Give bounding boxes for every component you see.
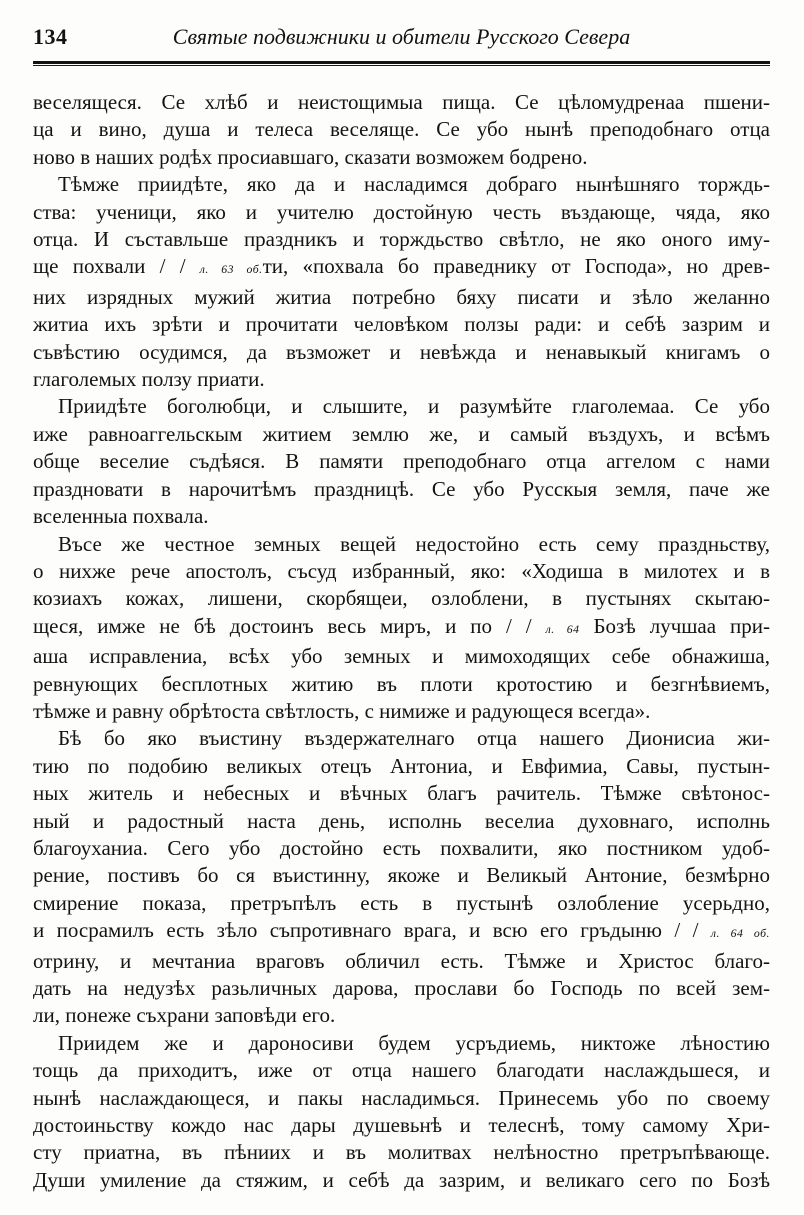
text-line	[33, 585, 770, 612]
paragraph	[33, 725, 770, 1029]
text-line	[33, 753, 770, 780]
text-segment: Приидѣте боголюбци, и слышите, и разумѣйте глаголемаа. Се убо	[58, 394, 770, 419]
text-segment: щеся, имже не бѣ достоинъ весь миръ, и по / /	[33, 613, 546, 638]
paragraph	[33, 531, 770, 726]
text-segment: ства: ученици, яко и учителю достойную честь въздающе, чяда, яко	[33, 199, 770, 224]
folio-marker: л. 63 об.	[199, 263, 263, 277]
text-line	[33, 890, 770, 917]
text-line	[33, 862, 770, 889]
text-segment: Бозѣ лучшаа при-	[579, 613, 770, 638]
text-line	[33, 393, 770, 420]
text-line	[33, 780, 770, 807]
paragraph	[33, 1030, 770, 1194]
text-line	[33, 808, 770, 835]
text-line	[33, 448, 770, 475]
text-segment: Въсе же честное земных вещей недостойно есть сему праздньству,	[58, 531, 770, 556]
text-segment: иже равноаггельскым житием землю же, и самый въздухъ, и всѣмъ	[33, 421, 770, 446]
text-line	[33, 643, 770, 670]
text-line	[33, 1085, 770, 1112]
text-segment: Души умиление да стяжим, и себѣ да зазрим, и великаго сего по Бозѣ	[33, 1167, 770, 1192]
paragraph	[33, 89, 770, 171]
text-line	[33, 503, 770, 530]
folio-marker: л. 64	[545, 622, 580, 636]
text-segment: нынѣ наслаждающеся, и пакы насладимься. Принесемь убо по своему	[33, 1085, 770, 1110]
text-line	[33, 284, 770, 311]
text-segment: глаголемых ползу приати.	[33, 367, 265, 392]
text-line	[33, 725, 770, 752]
text-segment: дать на недузѣх разьличных дарова, прослави бо Господь по всей зем-	[33, 976, 770, 1000]
text-segment: житиа ихъ зрѣти и прочитати человѣком ползы ради: и себѣ зазрим и	[33, 312, 770, 337]
text-segment: тию по подобию великых отецъ Антониа, и Евфимиа, Савы, пустын-	[33, 753, 770, 778]
text-segment: аша исправлениа, всѣх убо земных и мимоходящих себе обнажиша,	[33, 644, 770, 669]
text-line	[33, 476, 770, 503]
text-segment: ти, «похвала бо праведнику от Господа», но древ-	[262, 254, 770, 279]
running-title: Святые подвижники и обители Русского Севера	[172, 24, 631, 49]
text-line	[33, 558, 770, 585]
text-segment: ще похвали / /	[33, 254, 200, 279]
text-line	[33, 226, 770, 253]
text-line	[33, 1139, 770, 1166]
text-line	[33, 171, 770, 198]
text-segment: Тѣмже приидѣте, яко да и насладимся добраго нынѣшняго торждь-	[58, 172, 770, 197]
text-segment: достоиньству кождо нас дары душевьнѣ и телеснѣ, тому самому Хри-	[33, 1113, 770, 1138]
text-segment: веселящеся. Се хлѣб и неистощимыа пища. Се цѣломудренаа пшени-	[33, 90, 770, 114]
text-line	[33, 835, 770, 862]
text-segment: козиахъ кожах, лишени, скорбящеи, озлоблени, в пустынях скытаю-	[33, 586, 770, 611]
text-line	[33, 975, 770, 1002]
text-segment: обще веселие съдѣяся. В памяти преподобнаго отца аггелом с нами	[33, 449, 770, 474]
text-segment: ново в наших родѣх просиавшаго, сказати возможем бодрено.	[33, 144, 588, 169]
text-line	[33, 366, 770, 393]
text-segment: ли, понеже съхрани заповѣди его.	[33, 1003, 336, 1028]
text-line	[33, 144, 770, 171]
text-segment: благоуханиа. Сего убо достойно есть похвалити, яко постником удоб-	[33, 835, 770, 860]
text-line	[33, 339, 770, 366]
paragraph	[33, 171, 770, 393]
folio-marker: л. 64 об.	[710, 927, 770, 941]
page-header	[33, 24, 770, 54]
text-line	[33, 311, 770, 338]
text-line	[33, 698, 770, 725]
text-segment: них изрядных мужий житиа потребно бяху писати и зѣло желанно	[33, 284, 770, 309]
text-segment: съвѣстию осудимся, да възможет и невѣжда и ненавыкый книгамъ о	[33, 339, 770, 364]
text-line	[33, 917, 770, 947]
text-line	[33, 1057, 770, 1084]
text-segment: отца. И съставльше праздникъ и торждьство свѣтло, не яко оного иму-	[33, 227, 770, 252]
text-segment: отрину, и мечтаниа враговъ обличил есть. Тѣмже и Христос благо-	[33, 948, 770, 973]
text-line	[33, 1167, 770, 1194]
body-text	[33, 89, 770, 1194]
text-line	[33, 199, 770, 226]
page-number: 134	[33, 24, 68, 49]
text-segment: вселенныа похвала.	[33, 504, 209, 529]
text-segment: праздновати в нарочитѣмъ праздницѣ. Се убо Русскыя земля, паче же	[33, 476, 770, 501]
text-line	[33, 253, 770, 283]
text-line	[33, 1002, 770, 1029]
text-segment: Бѣ бо яко въистину въздержателнаго отца нашего Дионисиа жи-	[58, 726, 770, 751]
text-line	[33, 531, 770, 558]
text-line	[33, 421, 770, 448]
paragraph	[33, 393, 770, 530]
text-segment: ревнующих бесплотных житию въ плоти кротостию и безгнѣвиемъ,	[33, 671, 770, 696]
header-rule	[33, 61, 770, 66]
text-segment: ных житель и небесных и вѣчных благъ рачитель. Тѣмже свѣтонос-	[33, 781, 770, 806]
text-segment: ный и радостный наста день, исполнь веселиа духовнаго, исполнь	[33, 808, 770, 833]
text-line	[33, 671, 770, 698]
text-segment: смирение показа, претръпѣлъ есть в пустынѣ озлобление усерьдно,	[33, 890, 770, 915]
text-segment: тѣмже и равну обрѣтоста свѣтлость, с нимиже и радующеся всегда».	[33, 698, 651, 723]
text-segment: ца и вино, душа и телеса веселяще. Се убо нынѣ преподобнаго отца	[33, 117, 770, 142]
text-line	[33, 1112, 770, 1139]
text-segment: тощь да приходитъ, иже от отца нашего благодати наслаждьшеся, и	[33, 1058, 770, 1083]
text-line	[33, 1030, 770, 1057]
text-line	[33, 116, 770, 143]
text-segment: Приидем же и дароносиви будем усръдиемь, никтоже лѣностию	[58, 1030, 770, 1055]
text-segment: о нихже рече апостолъ, съсуд избранный, яко: «Ходиша в милотех и в	[33, 558, 770, 583]
text-line	[33, 89, 770, 116]
text-line	[33, 613, 770, 643]
text-segment: и посрамилъ есть зѣло съпротивнаго врага, и всю его гръдыню / /	[33, 918, 711, 943]
text-line	[33, 948, 770, 975]
text-segment: сту приатна, въ пѣниих и въ молитвах нелѣностно претръпѣвающе.	[33, 1140, 770, 1165]
text-segment: рение, постивъ бо ся въистинну, якоже и Великый Антоние, безмѣрно	[33, 863, 770, 888]
